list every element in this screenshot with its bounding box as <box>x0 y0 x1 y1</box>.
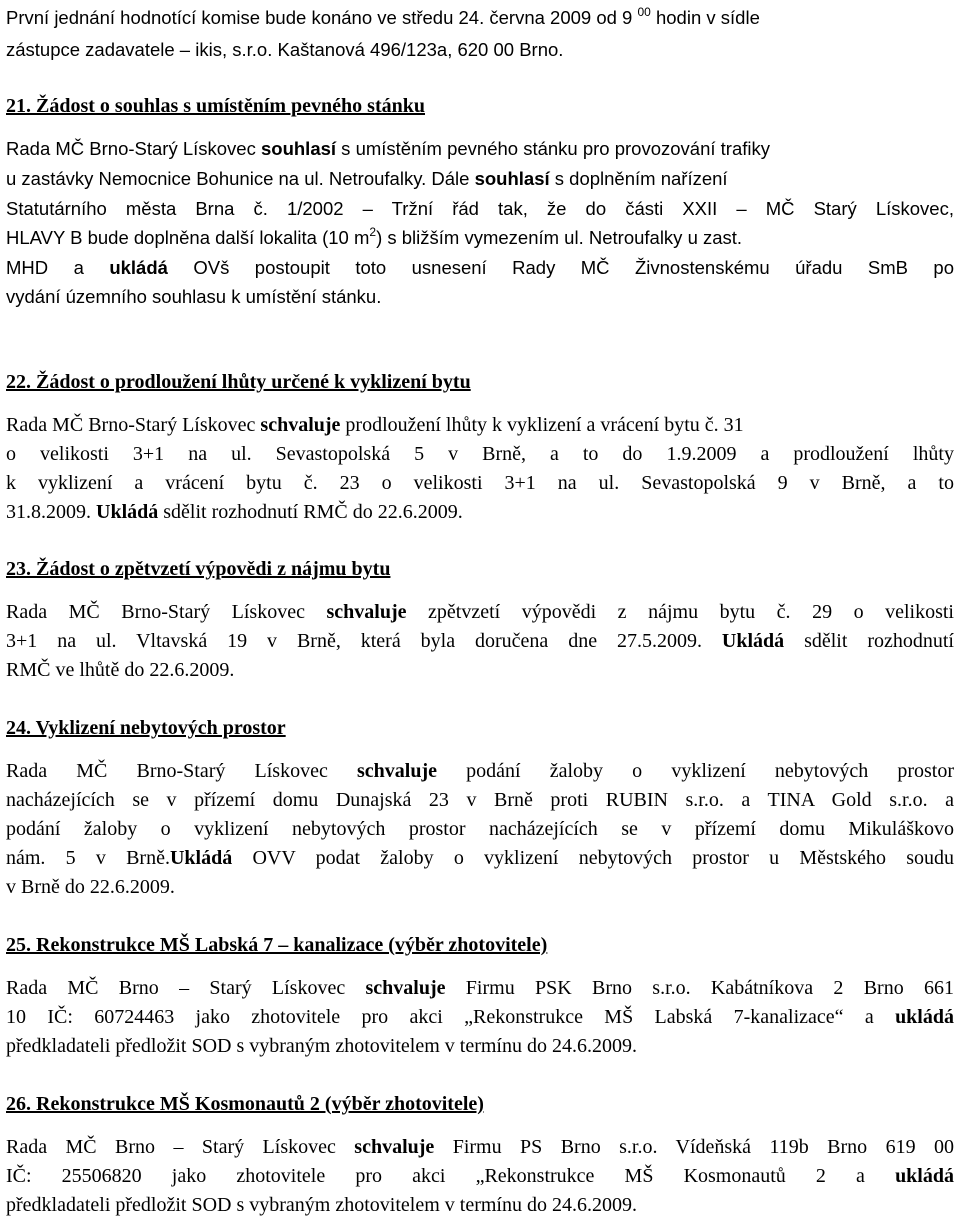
section-21-heading: 21. Žádost o souhlas s umístěním pevného stánku <box>6 95 425 117</box>
section-26-line-2: IČ: 25506820 jako zhotovitele pro akci „Rekonstrukce MŠ Kosmonautů 2 a ukládá <box>6 1165 954 1187</box>
section-25-line-3: předkladateli předložit SOD s vybraným zhotovitelem v termínu do 24.6.2009. <box>6 1035 637 1057</box>
section-24-heading: 24. Vyklizení nebytových prostor <box>6 717 286 739</box>
section-23-line-2: 3+1 na ul. Vltavská 19 v Brně, která byla doručena dne 27.5.2009. Ukládá sdělit rozhodnutí <box>6 630 954 652</box>
section-24-line-5: v Brně do 22.6.2009. <box>6 876 175 898</box>
section-22-line-1: Rada MČ Brno-Starý Lískovec schvaluje prodloužení lhůty k vyklizení a vrácení bytu č. 31 <box>6 414 744 436</box>
section-25-heading: 25. Rekonstrukce MŠ Labská 7 – kanalizace (výběr zhotovitele) <box>6 934 548 956</box>
section-23-line-1: Rada MČ Brno-Starý Lískovec schvaluje zpětvzetí výpovědi z nájmu bytu č. 29 o velikosti <box>6 601 954 623</box>
section-22-line-2: o velikosti 3+1 na ul. Sevastopolská 5 v Brně, a to do 1.9.2009 a prodloužení lhůty <box>6 443 954 465</box>
section-21-line-4: HLAVY B bude doplněna další lokalita (10 $m^2$) s bližším vymezením ul. Netroufalky u zast. <box>6 225 743 248</box>
section-24-line-4: nám. 5 v Brně.Ukládá OVV podat žaloby o vyklizení nebytových prostor u Městského soudu <box>6 847 954 869</box>
section-25-line-1: Rada MČ Brno – Starý Lískovec schvaluje Firmu PSK Brno s.r.o. Kabátníkova 2 Brno 661 <box>6 977 954 999</box>
section-26-line-1: Rada MČ Brno – Starý Lískovec schvaluje Firmu PS Brno s.r.o. Vídeňská 119b Brno 619 00 <box>6 1136 954 1158</box>
section-22-line-3: k vyklizení a vrácení bytu č. 23 o velikosti 3+1 na ul. Sevastopolská 9 v Brně, a to <box>6 472 954 494</box>
section-21-line-1: Rada MČ Brno-Starý Lískovec souhlasí s umístěním pevného stánku pro provozování trafiky <box>6 138 770 159</box>
section-24-line-2: nacházejících se v přízemí domu Dunajská 23 v Brně proti RUBIN s.r.o. a TINA Gold s.r.o. a <box>6 789 954 811</box>
section-22-heading: 22. Žádost o prodloužení lhůty určené k vyklizení bytu <box>6 371 471 393</box>
section-21-line-6: vydání územního souhlasu k umístění stánku. <box>6 286 382 307</box>
section-24-line-3: podání žaloby o vyklizení nebytových prostor nacházejících se v přízemí domu Mikuláškovo <box>6 818 954 840</box>
section-22-line-4: 31.8.2009. Ukládá sdělit rozhodnutí RMČ do 22.6.2009. <box>6 501 463 523</box>
section-26-line-3: předkladateli předložit SOD s vybraným zhotovitelem v termínu do 24.6.2009. <box>6 1194 637 1216</box>
section-25-line-2: 10 IČ: 60724463 jako zhotovitele pro akci „Rekonstrukce MŠ Labská 7-kanalizace“ a ukládá <box>6 1006 954 1028</box>
section-21-line-2: u zastávky Nemocnice Bohunice na ul. Netroufalky. Dále souhlasí s doplněním nařízení <box>6 168 728 189</box>
section-21-line-3: Statutárního města Brna č. 1/2002 – Tržní řád tak, že do části XXII – MČ Starý Lískovec, <box>6 198 954 219</box>
section-24-line-1: Rada MČ Brno-Starý Lískovec schvaluje podání žaloby o vyklizení nebytových prostor <box>6 760 955 782</box>
section-23-line-3: RMČ ve lhůtě do 22.6.2009. <box>6 659 235 681</box>
section-26-heading: 26. Rekonstrukce MŠ Kosmonautů 2 (výběr zhotovitele) <box>6 1093 484 1115</box>
intro-line-2: zástupce zadavatele – ikis, s.r.o. Kaštanová 496/123a, 620 00 Brno. <box>6 39 564 60</box>
intro-line-1: První jednání hodnotící komise bude konáno ve středu 24. června 2009 od 9 $^{00}$ hodin v sídle <box>6 5 760 28</box>
section-23-heading: 23. Žádost o zpětvzetí výpovědi z nájmu bytu <box>6 558 391 580</box>
section-21-line-5: MHD a ukládá OVš postoupit toto usnesení Rady MČ Živnostenskému úřadu SmB po <box>6 257 954 278</box>
